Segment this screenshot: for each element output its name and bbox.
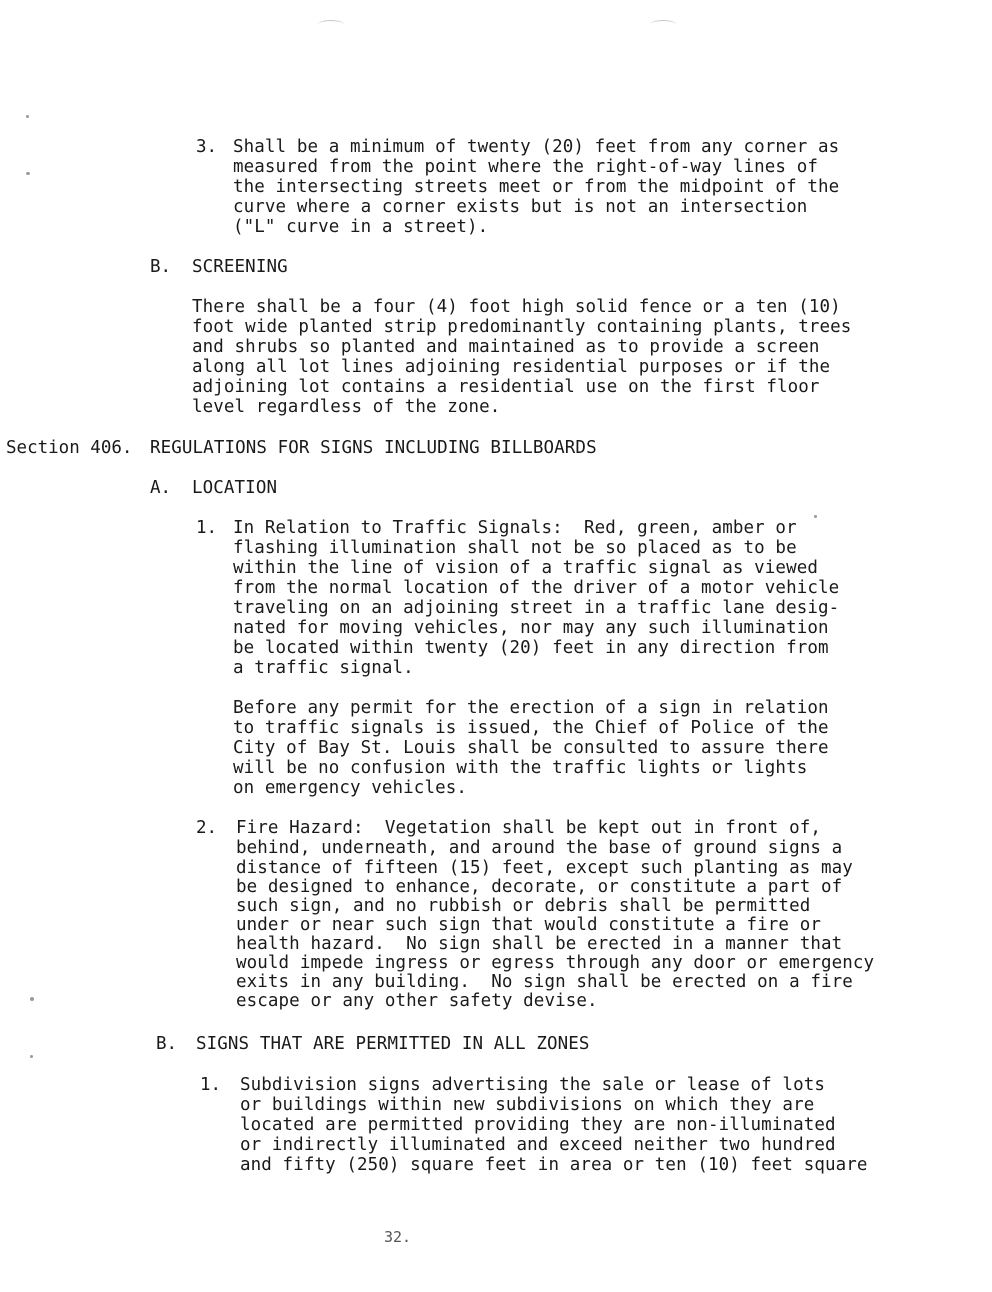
screening-line: level regardless of the zone. [192, 397, 501, 417]
location-heading: LOCATION [192, 478, 278, 498]
page-number: 32. [384, 1228, 412, 1246]
scan-speck [814, 515, 817, 518]
item-2-line: distance of fifteen (15) feet, except such planting as may [236, 858, 853, 878]
screening-line: along all lot lines adjoining residential purposes or if the [192, 357, 831, 377]
item-2-line: behind, underneath, and around the base of ground signs a [236, 838, 843, 858]
item-b1-line: or indirectly illuminated and exceed neither two hundred [240, 1135, 836, 1155]
item-1-line: a traffic signal. [233, 658, 414, 678]
item-1-line: traveling on an adjoining street in a traffic lane desig- [233, 598, 840, 618]
item-b1-line: and fifty (250) square feet in area or ten (10) feet square [240, 1155, 868, 1175]
item-3-line: ("L" curve in a street). [233, 217, 489, 237]
item-1-line: In Relation to Traffic Signals: Red, green, amber or [233, 518, 797, 538]
item-2-line: would impede ingress or egress through any door or emergency [236, 953, 875, 973]
item-1-para2-line: will be no confusion with the traffic lights or lights [233, 758, 808, 778]
item-2-line: be designed to enhance, decorate, or constitute a part of [236, 877, 843, 897]
item-1-number: 1. [196, 518, 218, 538]
item-1-para2-line: City of Bay St. Louis shall be consulted to assure there [233, 738, 829, 758]
screening-line: adjoining lot contains a residential use on the first floor [192, 377, 820, 397]
item-1-line: flashing illumination shall not be so placed as to be [233, 538, 797, 558]
item-2-line: health hazard. No sign shall be erected in a manner that [236, 934, 843, 954]
item-2-line: exits in any building. No sign shall be erected on a fire [236, 972, 853, 992]
location-label: A. [150, 478, 172, 498]
screening-heading: SCREENING [192, 257, 288, 277]
item-1-para2-line: Before any permit for the erection of a sign in relation [233, 698, 829, 718]
scan-speck [26, 172, 30, 175]
item-3-line: measured from the point where the right-of-way lines of [233, 157, 818, 177]
item-3-line: curve where a corner exists but is not an intersection [233, 197, 808, 217]
item-2-line: Fire Hazard: Vegetation shall be kept out in front of, [236, 818, 821, 838]
item-1-line: from the normal location of the driver of a motor vehicle [233, 578, 840, 598]
screening-line: and shrubs so planted and maintained as to provide a screen [192, 337, 820, 357]
permitted-heading: SIGNS THAT ARE PERMITTED IN ALL ZONES [196, 1034, 590, 1054]
permitted-label: B. [156, 1034, 178, 1054]
item-1-para2-line: to traffic signals is issued, the Chief of Police of the [233, 718, 829, 738]
item-b1-line: located are permitted providing they are non-illuminated [240, 1115, 836, 1135]
item-2-line: such sign, and no rubbish or debris shall be permitted [236, 896, 811, 916]
screening-line: There shall be a four (4) foot high solid fence or a ten (10) [192, 297, 841, 317]
scan-artifact [650, 20, 676, 29]
screening-label: B. [150, 257, 172, 277]
item-2-line: escape or any other safety devise. [236, 991, 598, 1011]
item-1-line: nated for moving vehicles, nor may any such illumination [233, 618, 829, 638]
item-b1-line: Subdivision signs advertising the sale or lease of lots [240, 1075, 825, 1095]
item-b1-line: or buildings within new subdivisions on which they are [240, 1095, 815, 1115]
item-1-para2-line: on emergency vehicles. [233, 778, 467, 798]
scan-speck [30, 1055, 33, 1058]
scan-speck [26, 115, 29, 118]
screening-line: foot wide planted strip predominantly containing plants, trees [192, 317, 852, 337]
item-3-number: 3. [196, 137, 218, 157]
scan-artifact [318, 20, 344, 29]
item-b1-number: 1. [200, 1075, 222, 1095]
item-2-line: under or near such sign that would constitute a fire or [236, 915, 821, 935]
section-406-label: Section 406. [6, 438, 133, 458]
item-1-line: within the line of vision of a traffic signal as viewed [233, 558, 818, 578]
item-3-line: the intersecting streets meet or from the midpoint of the [233, 177, 840, 197]
item-3-line: Shall be a minimum of twenty (20) feet from any corner as [233, 137, 840, 157]
item-1-line: be located within twenty (20) feet in any direction from [233, 638, 829, 658]
item-2-number: 2. [196, 818, 218, 838]
section-406-heading: REGULATIONS FOR SIGNS INCLUDING BILLBOARDS [150, 438, 597, 458]
scan-speck [30, 997, 34, 1001]
